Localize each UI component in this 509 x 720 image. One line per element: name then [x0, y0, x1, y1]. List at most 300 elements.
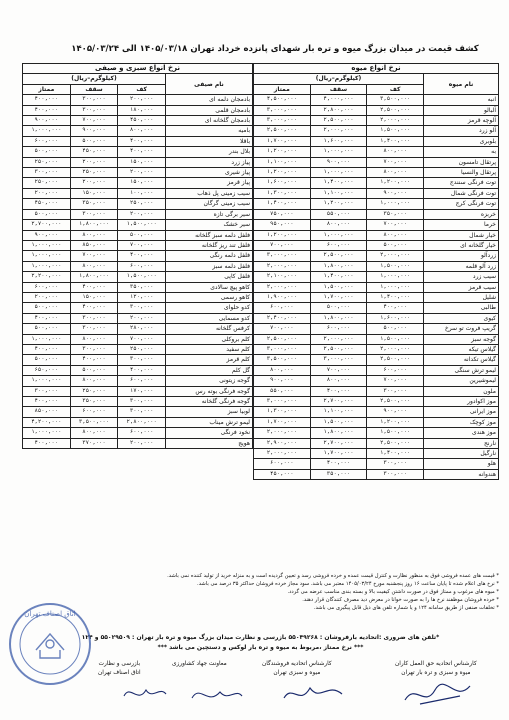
fruit-max-cell: ۲,۷۰۰,۰۰۰ — [310, 438, 367, 448]
fruit-min-cell: ۱,۰۰۰,۰۰۰ — [367, 282, 424, 292]
veg-row — [23, 282, 253, 292]
fruit-row — [254, 376, 499, 386]
fruit-row — [254, 199, 499, 209]
veg-col-best: ممتاز — [23, 84, 71, 94]
fruit-name-cell: بلوبری — [424, 136, 499, 146]
veg-min-cell: ۴۰۰,۰۰۰ — [118, 251, 166, 261]
fruit-row — [254, 365, 499, 375]
veg-row — [23, 126, 253, 136]
veg-best-cell: ۱,۰۰۰,۰۰۰ — [23, 376, 71, 386]
fruit-max-cell: ۲,۵۰۰,۰۰۰ — [310, 116, 367, 126]
fruit-max-cell: ۱,۷۰۰,۰۰۰ — [310, 449, 367, 459]
veg-row — [23, 376, 253, 386]
veg-max-cell: ۸۵۰,۰۰۰ — [70, 240, 118, 250]
veg-best-cell: ۱,۰۰۰,۰۰۰ — [23, 126, 71, 136]
fruit-min-cell: ۴۰۰,۰۰۰ — [367, 303, 424, 313]
fruit-best-cell: ۱,۱۰۰,۰۰۰ — [254, 157, 311, 167]
fruit-name-cell: خربزه — [424, 209, 499, 219]
veg-best-cell: ۵۰۰,۰۰۰ — [23, 147, 71, 157]
fruit-max-cell: ۱,۸۰۰,۰۰۰ — [310, 313, 367, 323]
fruit-min-cell: ۵۰۰,۰۰۰ — [367, 240, 424, 250]
fruit-name-cell: توت فرنگی کرج — [424, 199, 499, 209]
signature-block-middle: کارشناس اتحادیه فروشندگان میوه و سبزی تهران — [262, 661, 332, 676]
note-line: * تخلفات صنفی از طریق سامانه ۱۲۴ و یا شماره تلفن های ذیل قابل پیگیری می باشد. — [313, 605, 499, 611]
veg-name-cell: فلفل دلمه سبز گلخانه — [166, 230, 253, 240]
fruit-row — [254, 303, 499, 313]
veg-name-cell: گوجه زیتونی — [166, 376, 253, 386]
veg-best-cell: ۲,۲۰۰,۰۰۰ — [23, 272, 71, 282]
fruit-min-cell: ۱,۶۰۰,۰۰۰ — [367, 313, 424, 323]
fruit-best-cell: ۸۰۰,۰۰۰ — [254, 365, 311, 375]
contact-phones: *تلفن های ضروری :اتحادیه بارفروشان : ۵۵۰۴۹۲۶۸ بازرسی و نظارت میدان بزرگ میوه و تره بار تهران : ۵۵۰۲۹۵۰۹ و ۱۲۴ — [81, 634, 440, 641]
fruit-name-cell: گیلاس تیکه — [424, 344, 499, 354]
veg-name-cell: فلفل دلمه رنگی — [166, 251, 253, 261]
fruit-max-cell: ۲,۸۰۰,۰۰۰ — [310, 105, 367, 115]
fruit-min-cell: ۱,۰۰۰,۰۰۰ — [367, 199, 424, 209]
veg-min-cell: ۴۰۰,۰۰۰ — [118, 147, 166, 157]
fruit-best-cell: ۵۵۰,۰۰۰ — [254, 386, 311, 396]
veg-name-cell: بادمجان دلمه ای — [166, 95, 253, 105]
veg-best-cell: ۲۵۰,۰۰۰ — [23, 157, 71, 167]
veg-row — [23, 95, 253, 105]
fruit-row — [254, 188, 499, 198]
veg-best-cell: ۴۵۰,۰۰۰ — [23, 199, 71, 209]
veg-row — [23, 397, 253, 407]
veg-min-cell: ۱۷۰,۰۰۰ — [118, 386, 166, 396]
veg-row — [23, 157, 253, 167]
fruit-min-cell: ۲,۰۰۰,۰۰۰ — [367, 116, 424, 126]
veg-col-max: سقف — [70, 84, 118, 94]
fruit-best-cell: ۲,۰۰۰,۰۰۰ — [254, 428, 311, 438]
fruit-best-cell: ۶۰۰,۰۰۰ — [254, 459, 311, 469]
fruit-row — [254, 178, 499, 188]
veg-min-cell: ۱۸۰,۰۰۰ — [118, 105, 166, 115]
fruit-name-cell: ملون — [424, 386, 499, 396]
document-title: کشف قیمت در میدان بزرگ میوه و تره بار شهدای پانزده خرداد تهران ۱۴۰۵/۰۳/۱۸ الی ۱۴۰۵/۰۳/۲۴ — [71, 44, 479, 54]
fruit-best-cell: ۷۰۰,۰۰۰ — [254, 240, 311, 250]
veg-best-cell: ۵۰۰,۰۰۰ — [23, 303, 71, 313]
fruit-name-cell: خیار گلخانه ای — [424, 240, 499, 250]
fruit-name-cell: گوجه سبز — [424, 334, 499, 344]
veg-row — [23, 313, 253, 323]
veg-max-cell: ۹۰۰,۰۰۰ — [70, 126, 118, 136]
fruit-price-table — [253, 63, 499, 480]
fruit-row — [254, 126, 499, 136]
veg-row — [23, 230, 253, 240]
veg-best-cell: ۲,۷۰۰,۰۰۰ — [23, 220, 71, 230]
fruit-row — [254, 428, 499, 438]
fruit-name-cell: آلو زرد — [424, 126, 499, 136]
veg-name-cell: گل کلم — [166, 365, 253, 375]
fruit-best-cell: ۱,۳۰۰,۰۰۰ — [254, 188, 311, 198]
fruit-row — [254, 240, 499, 250]
fruit-max-cell: ۷۰۰,۰۰۰ — [310, 365, 367, 375]
veg-section-heading: نرخ انواع سبزی و صیفی — [23, 64, 253, 74]
fruit-best-cell: ۱,۲۰۰,۰۰۰ — [254, 168, 311, 178]
veg-row — [23, 116, 253, 126]
veg-max-cell: ۲۵۰,۰۰۰ — [70, 386, 118, 396]
veg-max-cell: ۴۰۰,۰۰۰ — [70, 355, 118, 365]
veg-min-cell: ۱,۵۰۰,۰۰۰ — [118, 272, 166, 282]
fruit-section-heading: نرخ انواع میوه — [254, 64, 499, 74]
veg-row — [23, 251, 253, 261]
fruit-min-cell: ۳۰۰,۰۰۰ — [367, 469, 424, 479]
fruit-name-cell: خیار شمال — [424, 230, 499, 240]
fruit-row — [254, 355, 499, 365]
fruit-name-cell: پرتقال والنسیا — [424, 168, 499, 178]
veg-row — [23, 334, 253, 344]
signature-scribble-icon — [186, 680, 246, 710]
veg-min-cell: ۲۸۰,۰۰۰ — [118, 324, 166, 334]
fruit-unit-label: (کیلوگرم–ریال) — [254, 74, 424, 84]
veg-name-cell: فلفل دلمه سبز — [166, 261, 253, 271]
fruit-name-cell: گریپ فروت تو سرخ — [424, 324, 499, 334]
veg-name-cell: فلفل تند ریز گلخانه — [166, 240, 253, 250]
veg-best-cell: ۹۰۰,۰۰۰ — [23, 116, 71, 126]
fruit-row — [254, 386, 499, 396]
veg-row — [23, 407, 253, 417]
fruit-name-cell: نارنج — [424, 438, 499, 448]
fruit-max-cell: ۲,۷۰۰,۰۰۰ — [310, 397, 367, 407]
veg-name-cell: کدو حلوای — [166, 303, 253, 313]
veg-min-cell: ۷۰۰,۰۰۰ — [118, 334, 166, 344]
veg-best-cell: ۲۵۰,۰۰۰ — [23, 178, 71, 188]
fruit-min-cell: ۶۰۰,۰۰۰ — [367, 365, 424, 375]
veg-name-cell: لوبیا سبز — [166, 407, 253, 417]
fruit-max-cell: ۲,۰۰۰,۰۰۰ — [310, 334, 367, 344]
veg-best-cell: ۶۵۰,۰۰۰ — [23, 365, 71, 375]
fruit-name-cell: کیوی — [424, 313, 499, 323]
veg-name-cell: گوجه فرنگی بوته رس — [166, 386, 253, 396]
fruit-min-cell: ۱,۲۰۰,۰۰۰ — [367, 178, 424, 188]
fruit-max-cell: ۱,۵۰۰,۰۰۰ — [310, 282, 367, 292]
veg-min-cell: ۸۰۰,۰۰۰ — [118, 126, 166, 136]
veg-name-cell: کاهو پیچ سالادی — [166, 282, 253, 292]
veg-min-cell: ۳۰۰,۰۰۰ — [118, 355, 166, 365]
fruit-max-cell: ۴,۰۰۰,۰۰۰ — [310, 95, 367, 105]
veg-max-cell: ۳,۵۰۰,۰۰۰ — [70, 417, 118, 427]
veg-row — [23, 344, 253, 354]
signature-block-inspection: بازرسی و نظارت اتاق اصناف تهران — [98, 661, 141, 676]
veg-min-cell: ۲۵۰,۰۰۰ — [118, 199, 166, 209]
fruit-col-name: نام میوه — [424, 74, 499, 95]
fruit-best-cell: ۲,۰۰۰,۰۰۰ — [254, 449, 311, 459]
veg-max-cell: ۷۰۰,۰۰۰ — [70, 251, 118, 261]
veg-best-cell: ۴۰۰,۰۰۰ — [23, 105, 71, 115]
veg-name-cell: سیب زمینی پل ذهاب — [166, 188, 253, 198]
veg-name-cell: کلم سفید — [166, 344, 253, 354]
fruit-row — [254, 407, 499, 417]
fruit-name-cell: گیلاس تکدانه — [424, 355, 499, 365]
veg-min-cell: ۶۰۰,۰۰۰ — [118, 428, 166, 438]
veg-max-cell: ۳۰۰,۰۰۰ — [70, 313, 118, 323]
fruit-row — [254, 105, 499, 115]
fruit-best-cell: ۳,۰۰۰,۰۰۰ — [254, 344, 311, 354]
veg-row — [23, 261, 253, 271]
veg-min-cell: ۴۰۰,۰۰۰ — [118, 365, 166, 375]
veg-min-cell: ۲۵۰,۰۰۰ — [118, 344, 166, 354]
fruit-max-cell: ۱,۲۰۰,۰۰۰ — [310, 199, 367, 209]
fruit-best-cell: ۹۵۰,۰۰۰ — [254, 220, 311, 230]
fruit-name-cell: آلوچه قرمز — [424, 116, 499, 126]
veg-name-cell: سیر برگی تازه — [166, 209, 253, 219]
fruit-min-cell: ۲,۰۰۰,۰۰۰ — [367, 344, 424, 354]
veg-row — [23, 105, 253, 115]
fruit-table-body — [254, 95, 499, 480]
veg-row — [23, 240, 253, 250]
veg-min-cell: ۱۵۰,۰۰۰ — [118, 157, 166, 167]
fruit-name-cell: توت فرنگی سنندج — [424, 178, 499, 188]
fruit-min-cell: ۸۰۰,۰۰۰ — [367, 147, 424, 157]
fruit-col-min: کف — [367, 84, 424, 94]
veg-max-cell: ۳۵۰,۰۰۰ — [70, 199, 118, 209]
fruit-max-cell: ۴۰۰,۰۰۰ — [310, 459, 367, 469]
fruit-name-cell: هلو — [424, 459, 499, 469]
fruit-name-cell: لیمو ترش سنگی — [424, 365, 499, 375]
veg-max-cell: ۱,۸۰۰,۰۰۰ — [70, 220, 118, 230]
veg-min-cell: ۳۵۰,۰۰۰ — [118, 282, 166, 292]
veg-min-cell: ۱۲۰,۰۰۰ — [118, 292, 166, 302]
fruit-name-cell: موز کوچک — [424, 417, 499, 427]
fruit-max-cell: ۳,۰۰۰,۰۰۰ — [310, 355, 367, 365]
fruit-best-cell: ۳,۰۰۰,۰۰۰ — [254, 397, 311, 407]
signature-block-left: معاونت جهاد کشاورزی — [172, 661, 227, 667]
veg-row — [23, 428, 253, 438]
veg-unit-label: (کیلوگرم–ریال) — [23, 74, 166, 84]
veg-col-min: کف — [118, 84, 166, 94]
veg-best-cell: ۴۰۰,۰۰۰ — [23, 438, 71, 448]
fruit-min-cell: ۱,۰۰۰,۰۰۰ — [367, 272, 424, 282]
veg-row — [23, 438, 253, 448]
fruit-min-cell: ۲,۵۰۰,۰۰۰ — [367, 355, 424, 365]
fruit-min-cell: ۱,۴۰۰,۰۰۰ — [367, 449, 424, 459]
veg-max-cell: ۸۰۰,۰۰۰ — [70, 261, 118, 271]
fruit-row — [254, 344, 499, 354]
fruit-min-cell: ۲,۵۰۰,۰۰۰ — [367, 105, 424, 115]
veg-name-cell: کاهو رسمی — [166, 292, 253, 302]
fruit-min-cell: ۱,۴۰۰,۰۰۰ — [367, 136, 424, 146]
veg-min-cell: ۴۰۰,۰۰۰ — [118, 136, 166, 146]
veg-max-cell: ۱۵۰,۰۰۰ — [70, 188, 118, 198]
veg-best-cell: ۴,۲۰۰,۰۰۰ — [23, 417, 71, 427]
veg-max-cell: ۳۰۰,۰۰۰ — [70, 344, 118, 354]
fruit-best-cell: ۳,۵۰۰,۰۰۰ — [254, 355, 311, 365]
signature-scribble-icon — [400, 678, 480, 710]
veg-max-cell: ۳۰۰,۰۰۰ — [70, 95, 118, 105]
fruit-row — [254, 261, 499, 271]
fruit-row — [254, 157, 499, 167]
fruit-max-cell: ۱,۷۰۰,۰۰۰ — [310, 292, 367, 302]
veg-name-cell: بلال بندر — [166, 147, 253, 157]
fruit-min-cell: ۹۰۰,۰۰۰ — [367, 407, 424, 417]
fruit-best-cell: ۳,۰۰۰,۰۰۰ — [254, 105, 311, 115]
veg-name-cell: گوجه فرنگی گلخانه — [166, 397, 253, 407]
fruit-best-cell: ۹۰۰,۰۰۰ — [254, 376, 311, 386]
veg-min-cell: ۲,۸۰۰,۰۰۰ — [118, 417, 166, 427]
fruit-min-cell: ۷۰۰,۰۰۰ — [367, 157, 424, 167]
veg-best-cell: ۱,۰۰۰,۰۰۰ — [23, 240, 71, 250]
fruit-max-cell: ۱,۰۰۰,۰۰۰ — [310, 230, 367, 240]
veg-row — [23, 355, 253, 365]
veg-max-cell: ۲۰۰,۰۰۰ — [70, 178, 118, 188]
fruit-max-cell: ۸۰۰,۰۰۰ — [310, 376, 367, 386]
fruit-name-cell: سیب زرد — [424, 272, 499, 282]
fruit-min-cell: ۲,۵۰۰,۰۰۰ — [367, 397, 424, 407]
veg-best-cell: ۴۰۰,۰۰۰ — [23, 313, 71, 323]
fruit-best-cell: ۲,۵۰۰,۰۰۰ — [254, 126, 311, 136]
fruit-max-cell: ۱,۵۰۰,۰۰۰ — [310, 417, 367, 427]
veg-best-cell: ۲۰۰,۰۰۰ — [23, 292, 71, 302]
veg-best-cell: ۱,۰۰۰,۰۰۰ — [23, 334, 71, 344]
fruit-max-cell: ۱,۱۰۰,۰۰۰ — [310, 188, 367, 198]
fruit-best-cell: ۱,۶۰۰,۰۰۰ — [254, 178, 311, 188]
fruit-min-cell: ۳۰۰,۰۰۰ — [367, 386, 424, 396]
veg-row — [23, 188, 253, 198]
veg-best-cell: ۳۰۰,۰۰۰ — [23, 386, 71, 396]
fruit-best-cell: ۲,۵۰۰,۰۰۰ — [254, 334, 311, 344]
veg-best-cell: ۴۰۰,۰۰۰ — [23, 344, 71, 354]
veg-best-cell: ۴۰۰,۰۰۰ — [23, 95, 71, 105]
fruit-row — [254, 220, 499, 230]
veg-col-name: نام صیفی — [166, 74, 253, 95]
veg-name-cell: بامیه — [166, 126, 253, 136]
fruit-max-cell: ۱,۴۰۰,۰۰۰ — [310, 178, 367, 188]
fruit-min-cell: ۱,۴۰۰,۰۰۰ — [367, 292, 424, 302]
veg-min-cell: ۴۵۰,۰۰۰ — [118, 116, 166, 126]
veg-best-cell: ۱,۰۰۰,۰۰۰ — [23, 428, 71, 438]
veg-best-cell: ۸۵۰,۰۰۰ — [23, 407, 71, 417]
veg-min-cell: ۱۰۰,۰۰۰ — [118, 188, 166, 198]
fruit-best-cell: ۱,۹۰۰,۰۰۰ — [254, 292, 311, 302]
veg-max-cell: ۲۵۰,۰۰۰ — [70, 168, 118, 178]
fruit-min-cell: ۸۰۰,۰۰۰ — [367, 230, 424, 240]
veg-name-cell: فلفل کاپی — [166, 272, 253, 282]
fruit-name-cell: زرد آلو قلمه — [424, 261, 499, 271]
veg-row — [23, 386, 253, 396]
signature-scribble-icon — [120, 680, 170, 708]
fruit-row — [254, 313, 499, 323]
fruit-name-cell: طالبی — [424, 303, 499, 313]
fruit-min-cell: ۵۰۰,۰۰۰ — [367, 324, 424, 334]
fruit-row — [254, 417, 499, 427]
fruit-row — [254, 397, 499, 407]
fruit-max-cell: ۵۰۰,۰۰۰ — [310, 303, 367, 313]
fruit-row — [254, 438, 499, 448]
fruit-row — [254, 147, 499, 157]
veg-name-cell: نخود فرنگی — [166, 428, 253, 438]
veg-max-cell: ۷۰۰,۰۰۰ — [70, 116, 118, 126]
fruit-best-cell: ۶۰۰,۰۰۰ — [254, 303, 311, 313]
fruit-row — [254, 116, 499, 126]
veg-row — [23, 303, 253, 313]
veg-max-cell: ۳۷۰,۰۰۰ — [70, 438, 118, 448]
fruit-min-cell: ۱,۵۰۰,۰۰۰ — [367, 334, 424, 344]
fruit-min-cell: ۱,۵۰۰,۰۰۰ — [367, 428, 424, 438]
fruit-row — [254, 324, 499, 334]
veg-max-cell: ۳۰۰,۰۰۰ — [70, 105, 118, 115]
fruit-max-cell: ۱,۴۰۰,۰۰۰ — [310, 272, 367, 282]
veg-name-cell: پیاز شیری — [166, 168, 253, 178]
fruit-max-cell: ۵۵۰,۰۰۰ — [310, 209, 367, 219]
note-line: * خرده فروشان موظفند نرخ ها را به صورت خوانا در معرض دید مصرف کنندگان قرار دهند. — [302, 597, 499, 603]
veg-max-cell: ۸۰۰,۰۰۰ — [70, 230, 118, 240]
svg-text:اتاق اصناف تهران: اتاق اصناف تهران — [24, 610, 76, 618]
fruit-max-cell: ۶۰۰,۰۰۰ — [310, 324, 367, 334]
fruit-name-cell: زردآلو — [424, 251, 499, 261]
veg-min-cell: ۲۰۰,۰۰۰ — [118, 313, 166, 323]
fruit-min-cell: ۱,۵۰۰,۰۰۰ — [367, 126, 424, 136]
veg-best-cell: ۵۰۰,۰۰۰ — [23, 355, 71, 365]
fruit-row — [254, 209, 499, 219]
veg-min-cell: ۳۰۰,۰۰۰ — [118, 303, 166, 313]
fruit-row — [254, 459, 499, 469]
fruit-name-cell: لیموشیرین — [424, 376, 499, 386]
fruit-max-cell: ۱,۸۰۰,۰۰۰ — [310, 428, 367, 438]
veg-row — [23, 272, 253, 282]
veg-row — [23, 324, 253, 334]
note-line: * میوه های مرغوب و ممتاز فوق در صورت داشتن کیفیت بالا و بسته بندی مناسب عرضه می گردد. — [287, 589, 499, 595]
fruit-min-cell: ۲,۰۰۰,۰۰۰ — [367, 251, 424, 261]
fruit-name-cell: انبه — [424, 95, 499, 105]
fruit-max-cell: ۶۰۰,۰۰۰ — [310, 240, 367, 250]
veg-best-cell: ۶۰۰,۰۰۰ — [23, 282, 71, 292]
veg-name-cell: سیب زمینی گرگان — [166, 199, 253, 209]
fruit-name-cell: موز ایرانی — [424, 407, 499, 417]
fruit-name-cell: شلیل — [424, 292, 499, 302]
fruit-min-cell: ۸۰۰,۰۰۰ — [367, 168, 424, 178]
fruit-name-cell: موز اکوادور — [424, 397, 499, 407]
veg-max-cell: ۸۰۰,۰۰۰ — [70, 376, 118, 386]
signature-block-right: کارشناس اتحادیه حق العمل کاران میوه و سبزی و تره بار تهران — [395, 661, 477, 676]
veg-row — [23, 417, 253, 427]
veg-row — [23, 168, 253, 178]
fruit-max-cell: ۴۰۰,۰۰۰ — [310, 386, 367, 396]
veg-min-cell: ۳۰۰,۰۰۰ — [118, 407, 166, 417]
premium-note: *** نرخ ممتاز ،مربوط به میوه و تره بار لوکس و دستچین می باشد *** — [157, 644, 364, 651]
fruit-best-cell: ۲,۹۰۰,۰۰۰ — [254, 438, 311, 448]
signature-scribble-icon — [280, 678, 350, 710]
fruit-name-cell: به — [424, 147, 499, 157]
fruit-name-cell: سیب قرمز — [424, 282, 499, 292]
fruit-max-cell: ۱,۰۰۰,۰۰۰ — [310, 147, 367, 157]
veg-min-cell: ۲۰۰,۰۰۰ — [118, 95, 166, 105]
veg-min-cell: ۶۰۰,۰۰۰ — [118, 261, 166, 271]
veg-name-cell: لیمو ترش میناب — [166, 417, 253, 427]
vegetable-price-table — [22, 63, 253, 449]
veg-row — [23, 209, 253, 219]
fruit-min-cell: ۲,۵۰۰,۰۰۰ — [367, 438, 424, 448]
veg-min-cell: ۵۰۰,۰۰۰ — [118, 230, 166, 240]
fruit-max-cell: ۲,۵۰۰,۰۰۰ — [310, 251, 367, 261]
veg-row — [23, 178, 253, 188]
veg-best-cell: ۳۰۰,۰۰۰ — [23, 168, 71, 178]
veg-name-cell: کلم قرمز — [166, 355, 253, 365]
veg-name-cell: باقلا — [166, 136, 253, 146]
fruit-row — [254, 272, 499, 282]
veg-max-cell: ۴۰۰,۰۰۰ — [70, 282, 118, 292]
fruit-row — [254, 251, 499, 261]
fruit-row — [254, 282, 499, 292]
veg-table-body — [23, 95, 253, 449]
fruit-name-cell: نارگیل — [424, 449, 499, 459]
veg-max-cell: ۳۰۰,۰۰۰ — [70, 324, 118, 334]
veg-max-cell: ۱۵۰,۰۰۰ — [70, 292, 118, 302]
veg-row — [23, 365, 253, 375]
fruit-row — [254, 292, 499, 302]
veg-max-cell: ۵۰۰,۰۰۰ — [70, 365, 118, 375]
veg-min-cell: ۷۰۰,۰۰۰ — [118, 240, 166, 250]
veg-best-cell: ۶۰۰,۰۰۰ — [23, 136, 71, 146]
